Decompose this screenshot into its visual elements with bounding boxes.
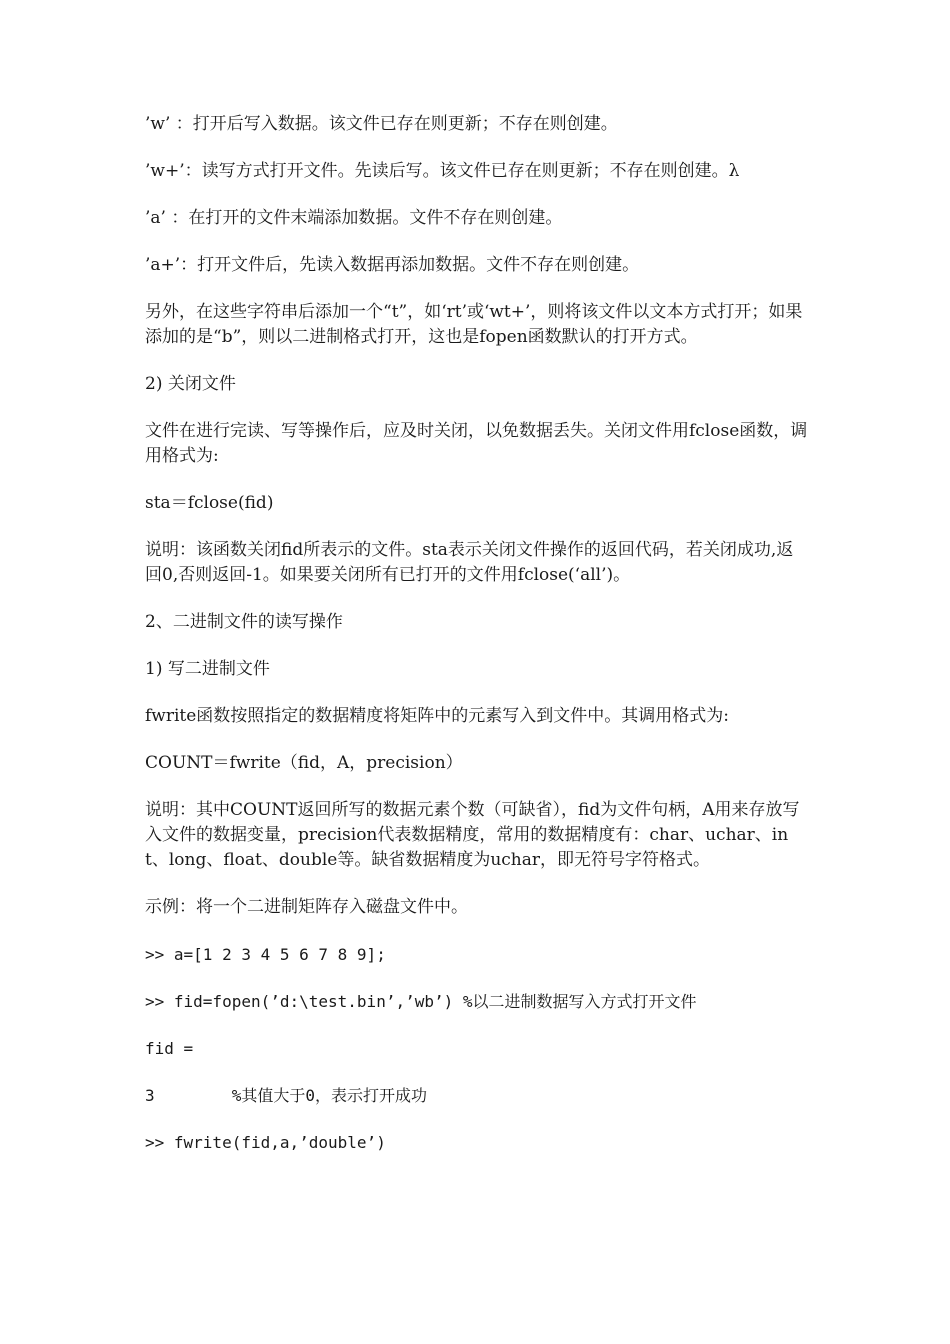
paragraph-example-intro: 示例：将一个二进制矩阵存入磁盘文件中。 xyxy=(145,897,468,917)
code-line-fwrite: >> fwrite(fid,a,’double’) xyxy=(145,1133,386,1152)
paragraph-mode-w-plus: ’w+’：读写方式打开文件。先读后写。该文件已存在则更新；不存在则创建。λ xyxy=(145,161,740,181)
code-output-fid-label: fid = xyxy=(145,1039,194,1058)
paragraph-text-binary-note: 另外，在这些字符串后添加一个“t”，如‘rt’或‘wt+’，则将该文件以文本方式打开；如果添加的是“b”，则以二进制格式打开，这也是fopen函数默认的打开方式。 xyxy=(145,302,803,347)
code-fclose-syntax: sta＝fclose(fid) xyxy=(145,493,274,513)
paragraph-mode-w: ’w’ ：打开后写入数据。该文件已存在则更新；不存在则创建。 xyxy=(145,114,618,134)
code-output-fid-value: 3 %其值大于0，表示打开成功 xyxy=(145,1086,427,1105)
paragraph-mode-a: ’a’ ：在打开的文件末端添加数据。文件不存在则创建。 xyxy=(145,208,563,228)
paragraph-fwrite-explanation: 说明：其中COUNT返回所写的数据元素个数（可缺省），fid为文件句柄，A用来存放写入文件的数据变量，precision代表数据精度，常用的数据精度有：char、uchar、int、long、float、double等。缺省数据精度为uchar，即无符号字符格式。 xyxy=(145,800,800,870)
paragraph-fwrite-intro: fwrite函数按照指定的数据精度将矩阵中的元素写入到文件中。其调用格式为: xyxy=(145,706,730,726)
code-line-fopen: >> fid=fopen(’d:\test.bin’,’wb’) %以二进制数据写入方式打开文件 xyxy=(145,992,697,1011)
code-line-assign-a: >> a=[1 2 3 4 5 6 7 8 9]; xyxy=(145,945,386,964)
document-body xyxy=(145,112,810,1177)
paragraph-mode-a-plus: ’a+’：打开文件后，先读入数据再添加数据。文件不存在则创建。 xyxy=(145,255,640,275)
paragraph-fclose-explanation: 说明：该函数关闭fid所表示的文件。sta表示关闭文件操作的返回代码，若关闭成功,返回0,否则返回-1。如果要关闭所有已打开的文件用fclose(‘all’)。 xyxy=(145,540,794,585)
heading-write-binary: 1) 写二进制文件 xyxy=(145,659,270,679)
paragraph-fclose-intro: 文件在进行完读、写等操作后，应及时关闭，以免数据丢失。关闭文件用fclose函数，调用格式为: xyxy=(145,421,808,466)
heading-close-file: 2) 关闭文件 xyxy=(145,374,236,394)
heading-binary-file-io: 2、二进制文件的读写操作 xyxy=(145,612,343,632)
code-fwrite-syntax: COUNT＝fwrite（fid，A，precision） xyxy=(145,753,463,773)
